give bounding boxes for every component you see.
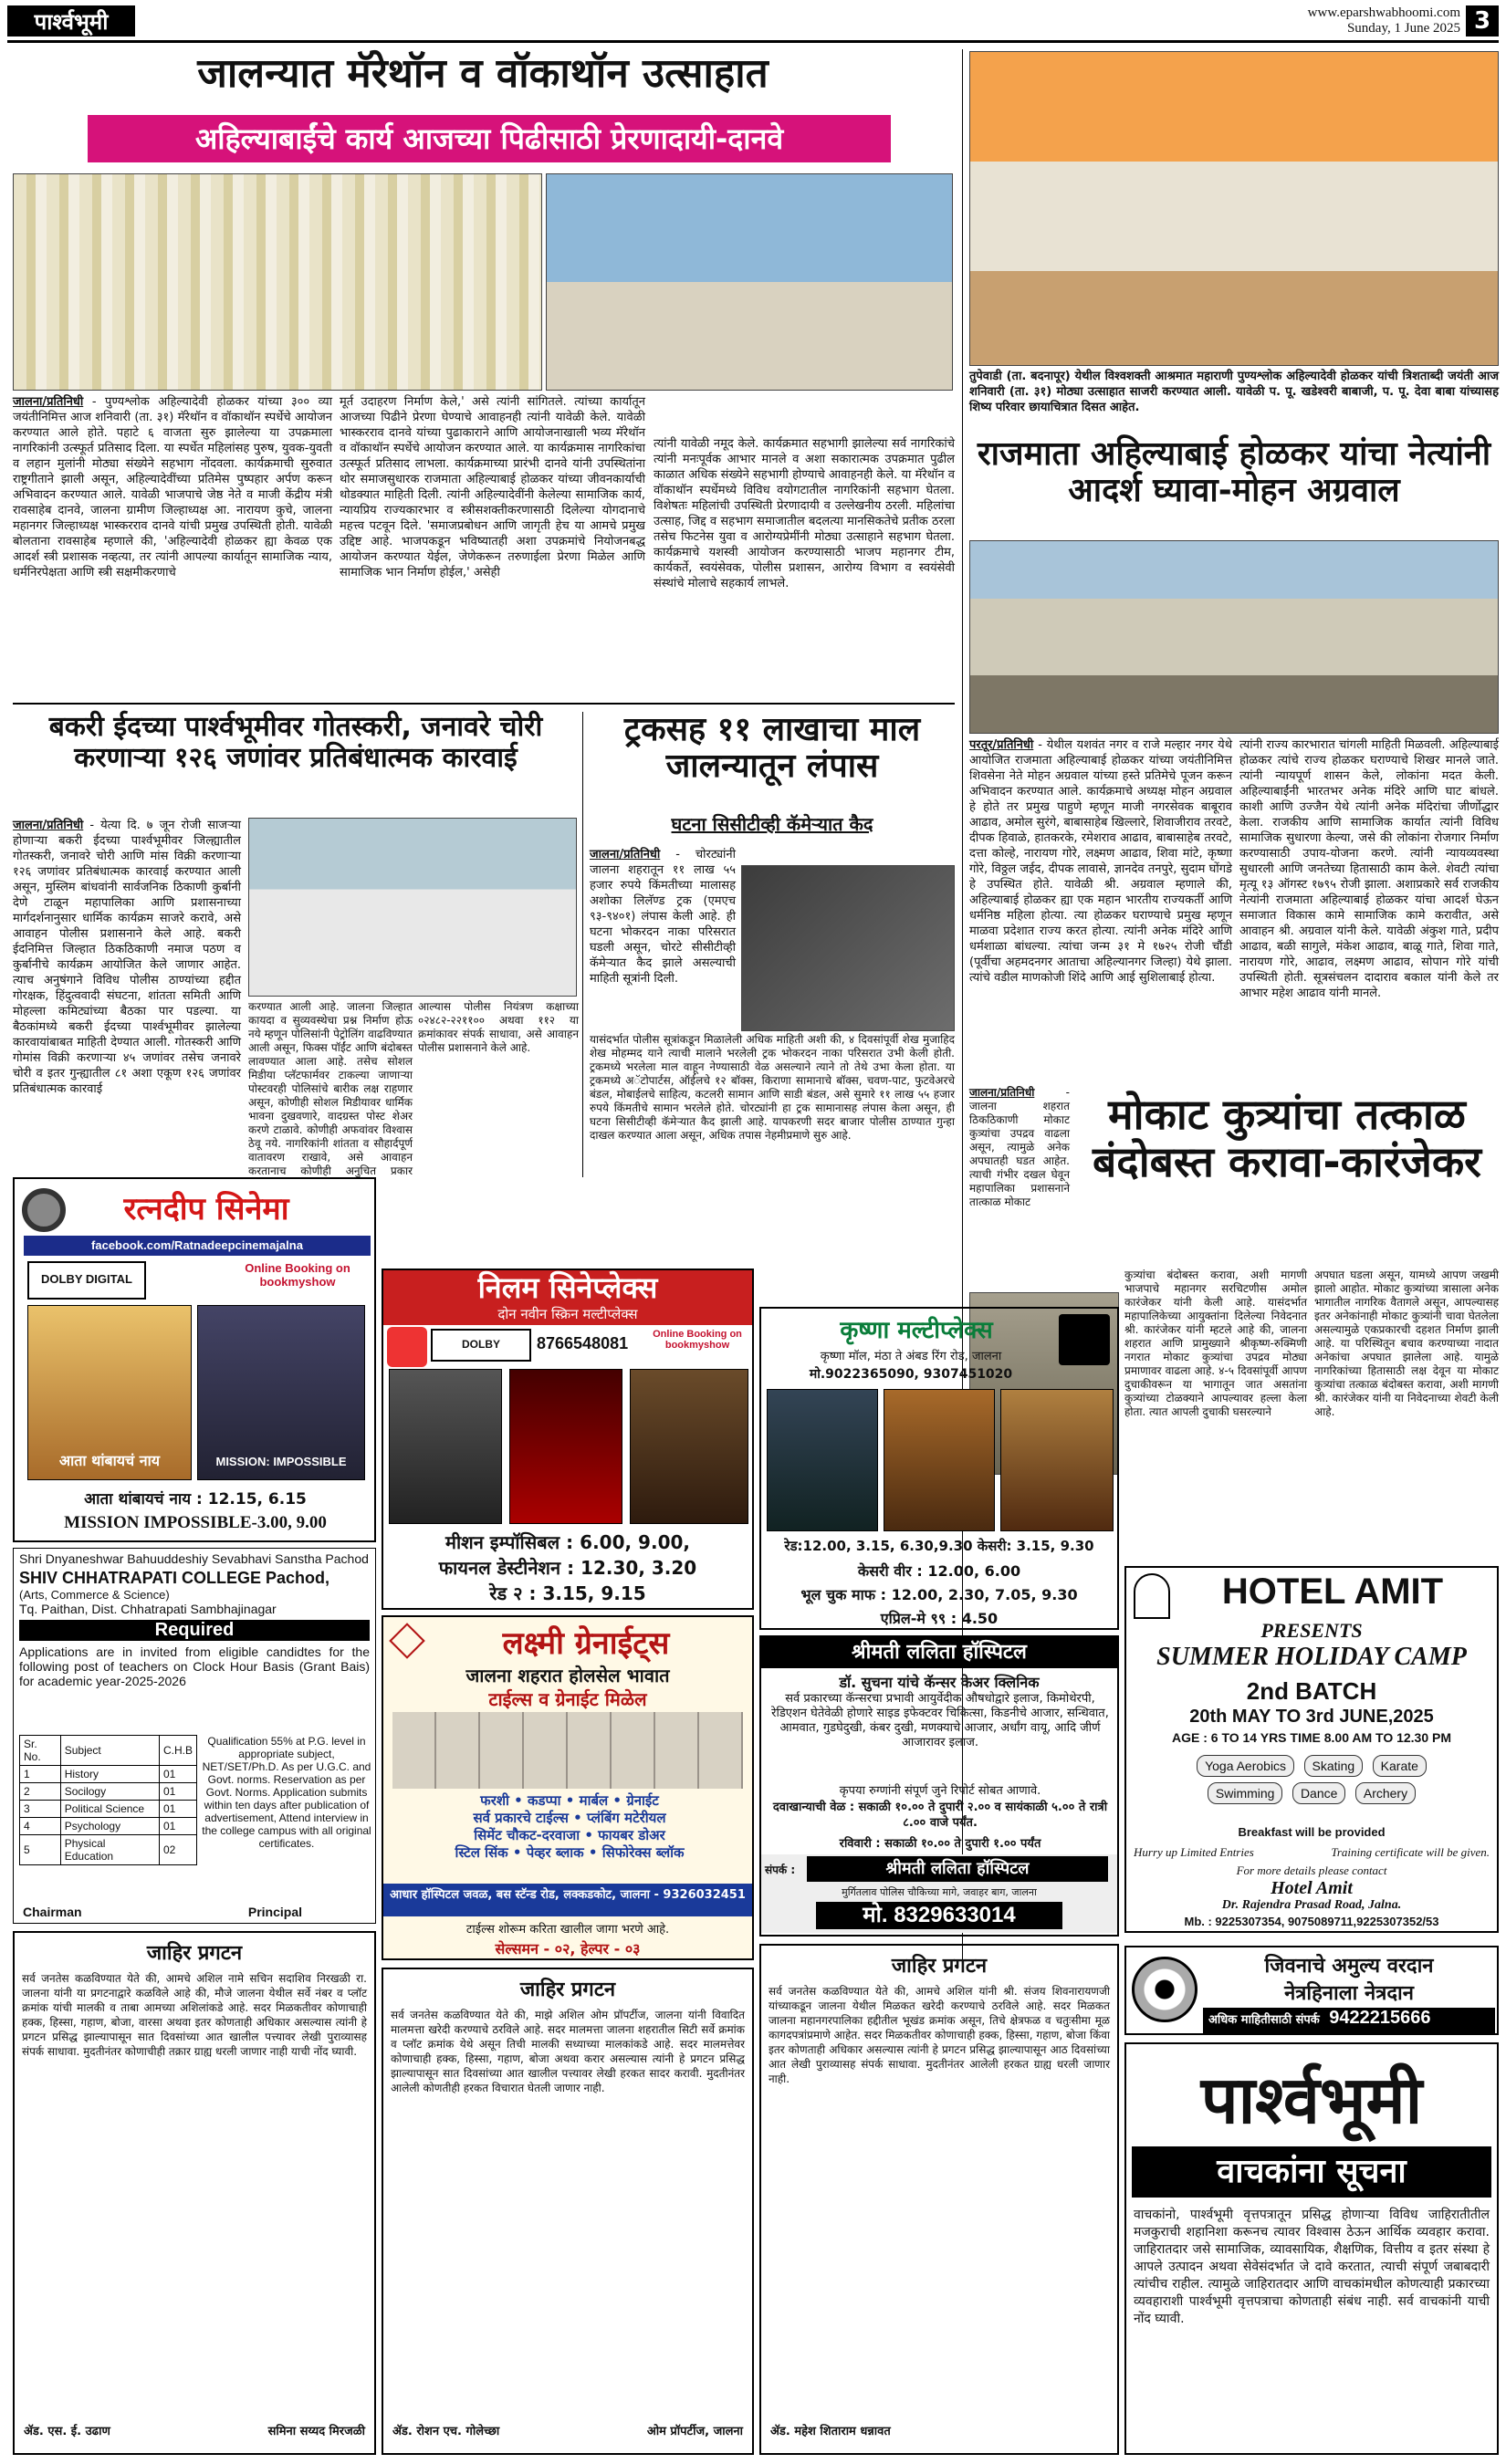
lalita-contact-label: संपर्क : xyxy=(765,1864,796,1876)
ratnadeep-facebook[interactable]: facebook.com/Ratnadeepcinemajalna xyxy=(24,1236,371,1256)
eye-icon xyxy=(1132,1957,1197,2022)
notice-logo: पार्श्वभूमी xyxy=(1200,2062,1423,2138)
page-number: 3 xyxy=(1466,5,1499,37)
notice-signer-left: ॲड. महेश शिताराम धन्नावत xyxy=(770,2425,891,2438)
laxmi-item: प्लंबिंग मटेरीयल xyxy=(586,1810,666,1826)
movie-poster xyxy=(1000,1389,1114,1531)
eye-subtitle: नेत्रहिनाला नेत्रदान xyxy=(1284,1982,1414,2005)
activity-pill: Karate xyxy=(1373,1755,1427,1777)
lalita-timing-1: दवाखान्याची वेळ : सकाळी १०.०० ते दुपारी २.०० व सायंकाळी ५.०० ते रात्री ८.०० वाजे पर्यंत. xyxy=(772,1801,1108,1830)
college-principal: Principal xyxy=(247,1905,302,1919)
lalita-contact-address: मुर्गितलाव पोलिस चौकिच्या मागे, जवाहर बाग, जालना xyxy=(842,1886,1037,1898)
marathon-col-2: मूर्त उदाहरण निर्माण केले,' असे त्यांनी सांगितले. त्यांच्या कार्यातून आजच्या पिढीने प्रेरणा घेण्याचे आवाहनही त्यांनी यावेळी केले. यावेळी भास्करराव दानवे यांच्या पुढाकाराने आणि आयोजनाखाली भव्य मॅरेथॉन व वॉकाथॉन स्पर्धेचे आयोजन करण्यात आले. या कार्यक्रमास नागरिकांचा उत्स्फूर्त प्रतिसाद लाभला. कार्यक्रमाच्या प्रारंभी दानवे यांनी उपस्थितांना थोर समाजसुधारक राजमाता अहिल्याबाई होळकर यांच्या जीवनकार्याची थोडक्यात माहिती दिली. त्यांनी अहिल्यादेवींनी केलेल्या सामाजिक कार्य, न्यायप्रिय राज्यकारभार व स्त्रीसशक्तीकरणासाठी दिलेल्या योगदानाचे महत्त्व पटवून दिले. 'समाजप्रबोधन आणि जागृती हेच या आमचे प्रमुख उद्दिष्ट आहे. भाजपकडून भविष्यातही अशा उपक्रमांचे नियोजनबद्ध आयोजन करण्यात येईल, जेणेकरून तरुणाईला प्रेरणा मिळेल आणि सामाजिक भान निर्माण होईल,' असेही xyxy=(340,395,645,579)
nilam-dolby: DOLBY xyxy=(431,1329,531,1362)
lalita-ad xyxy=(759,1635,1119,1937)
popcorn-icon xyxy=(387,1327,427,1367)
nilam-show-1: मीशन इम्पॉसिबल : 6.00, 9.00, xyxy=(445,1531,690,1553)
notice-signer-right: ओम प्रॉपर्टीज, जालना xyxy=(646,2425,743,2438)
nilam-subtitle: दोन नवीन स्क्रिन मल्टीप्लेक्स xyxy=(497,1306,638,1322)
marathon-photo-stage xyxy=(546,173,953,391)
showtime-2: MISSION IMPOSSIBLE-3.00, 9.00 xyxy=(64,1513,327,1532)
byline: परतूर/प्रतिनिधी xyxy=(969,738,1034,752)
section-rule xyxy=(13,703,955,705)
table-cell: 3 xyxy=(20,1801,61,1818)
bakri-col-2: करण्यात आली आहे. जालना जिल्हात कायदा व सुव्यवस्थेचा प्रश्न निर्माण होऊ नये म्हणून पोलिसांनी पेट्रोलिंग वाढविण्यात आली असून, फिक्स पॉईंट आणि बंदोबस्त लावण्यात आला आहे. तसेच सोशल मिडीया प्लॅटफार्मवर टाकल्या जाणाऱ्या पोस्टवरही पोलिसांचे बारीक लक्ष राहणार असून, कोणीही सोशल मिडीयावर धार्मिक भावना दुखवणारे, वादग्रस्त पोस्ट शेअर करणे टाळावे. कोणीही अफवांवर विश्वास ठेवू नये. नागरिकांनी शांतता व सौहार्दपूर्ण वातावरण राखावे, असे आवाहन करतानाच कोणीही अनुचित प्रकार xyxy=(248,1000,413,1177)
movie-poster xyxy=(884,1389,995,1531)
bakri-photo xyxy=(248,818,577,997)
krushna-phone[interactable]: मो.9022365090, 9307451020 xyxy=(809,1367,1013,1382)
hotel-hurry: Hurry up Limited Entries xyxy=(1134,1845,1254,1859)
laxmi-item: कडप्पा xyxy=(527,1792,561,1809)
truck-col-2: यासंदर्भात पोलीस सूत्रांकडून मिळालेली अधिक माहिती अशी की, ४ दिवसांपूर्वी शेख मुजाहिद शेख मोहम्मद याने त्याची मालाने भरलेली ट्रक भोकरदन नाका परिसरात उभी केली होती. ट्रकमध्ये भरलेला माल वाहून नेण्यासाठी वेळ असल्याने त्याने तो तेथे उभा केला होता. या ट्रकमध्ये अॅटोपार्टस, ऑईलचे १२ बॉक्स, किराणा सामानाचे बॉक्स, चवण-पाट, फुटवेअरचे बंडल, मोबाईलचे साहित्य, कटलरी सामान आणि साडी बंडल, असे सुमारे ११ लाख ५५ हजार रुपये किंमतीचे सामान भरलेले होते. चोरट्यांनी हा ट्रक सामानासह लंपास केला असून, ही घटना सिसीटीव्ही कॅमेऱ्यात कैद झाली आहे. यापकरणी सदर बाजार पोलीस ठाण्यात गुन्हा दाखल करण्यात आला असून, अधिक तपास नेहमीप्रमाणे सुरु आहे. xyxy=(590,1033,955,1142)
activity-pill: Skating xyxy=(1304,1755,1364,1777)
dogs-col-1: कुत्र्यांचा बंदोबस्त करावा, अशी मागणी भाजपाचे महानगर सरचिटणीस अमोल कारंजेकर यांनी केली आहे. यासंदर्भात महापालिकेच्या आयुक्तांना दिलेल्या निवेदनात श्री. कारंजेकर यांनी म्हटले आहे की, जालना शहरात आणि प्रामुख्याने श्रीकृष्ण-रुक्मिणी नगरात मोकाट कुत्र्यांचा उपद्रव मोठ्या प्रमाणावर वाढला आहे. ४-५ दिवसांपूर्वी आपण दुचाकीवरून या भागातून जात असतांना कुत्र्यांच्या टोळक्याने आपल्यावर हल्ला केला होता. त्यात आपली दुचाकी घसरल्याने xyxy=(1124,1269,1307,1418)
byline: जालना/प्रतिनिधी xyxy=(590,848,661,861)
public-notice-3 xyxy=(759,1944,1119,2455)
marathon-headline: जालन्यात मॅरेथॉन व वॉकाथॉन उत्साहात xyxy=(197,50,769,97)
bakri-col-1 xyxy=(13,818,241,1174)
nilam-ad xyxy=(382,1269,754,1610)
byline: जालना/प्रतिनिधी xyxy=(13,819,84,832)
notice-body: वाचकांनो, पार्श्वभूमी वृत्तपत्रातून प्रसिद्ध होणाऱ्या विविध जाहिरातीतील मजकुराची शहानिशा करूनच त्यावर विश्वास ठेऊन आर्थिक व्यवहार करावा. जाहिरातदार जसे सामाजिक, व्यावसायिक, शैक्षणिक, वित्तीय व इतर संस्था हे आपले उत्पादन अथवा सेवेसंदर्भात जे दावे करतात, त्याची संपूर्ण जबाबदारी त्यांचीच राहील. त्यामुळे जाहिरातदार आणि वाचकांमधील कोणत्याही प्रकारच्या व्यवहाराशी पार्श्वभूमी वृत्तपत्राचा कोणताही संबंध नाही. सर्व वाचकांनी याची नोंद घ्यावी. xyxy=(1134,2208,1490,2326)
ashram-photo xyxy=(969,51,1499,366)
notice-body: सर्व जनतेस कळविण्यात येते की, आमचे अशिल नामे सचिन सदाशिव निरखळी रा. जालना यांनी या प्रगटनाद्वारे कळविले आहे की, मौजे जालना येथील सर्वे नंबर व प्लॉट क्रमांक यांची मालकी व ताबा आमच्या अशिलांकडे आहे. सदर मिळकतीवर कोणाचाही हक्क, हिस्सा, गहाण, बोजा, वारसा अथवा इतर कोणताही अधिकार असल्यास त्यांनी हे प्रगटन प्रसिद्ध झाल्यापासून सात दिवसांच्या आत खालील पत्त्यावर लेखी पुराव्यासह संपर्क साधावा. मुदतीनंतर कोणाचीही तक्रार ग्राह्य धरली जाणार नाही याची नोंद घ्यावी. xyxy=(22,1972,367,2058)
laxmi-item: सिफोरेक्स ब्लॉक xyxy=(601,1844,685,1861)
table-row xyxy=(20,1766,197,1783)
table-cell: 01 xyxy=(159,1783,196,1801)
dogs-headline: मोकाट कुत्र्यांचा तत्काळ बंदोबस्त करावा-कारंजेकर xyxy=(1093,1090,1481,1186)
laxmi-item: फायबर डोअर xyxy=(598,1827,665,1843)
movie-poster xyxy=(389,1369,502,1524)
lalita-title: श्रीमती ललिता हॉस्पिटल xyxy=(761,1637,1117,1668)
eye-ad xyxy=(1124,1946,1499,2035)
laxmi-address: आधार हॉस्पिटल जवळ, बस स्टॅन्ड रोड, लक्कडकोट, जालना - 9326032451 xyxy=(383,1884,752,1916)
reader-notice-ad xyxy=(1124,2042,1499,2455)
notice-title: जाहिर प्रगटन xyxy=(519,1979,616,2001)
eye-phone[interactable]: 9422215666 xyxy=(1329,2008,1431,2028)
laxmi-ad xyxy=(382,1615,754,1960)
website[interactable]: www.eparshwabhoomi.com xyxy=(1307,5,1460,20)
laxmi-item: सर्व प्रकारचे टाईल्स xyxy=(473,1810,569,1826)
krushna-logo xyxy=(1059,1314,1110,1365)
table-row xyxy=(20,1801,197,1818)
nilam-phone[interactable]: 8766548081 xyxy=(537,1334,629,1352)
movie-poster-2-title: MISSION: IMPOSSIBLE xyxy=(215,1455,347,1468)
marathon-subhead: अहिल्याबाईंचे कार्य आजच्या पिढीसाठी प्रेरणादायी-दानवे xyxy=(88,115,891,162)
hotel-batch: 2nd BATCH xyxy=(1246,1677,1377,1705)
table-cell: 01 xyxy=(159,1818,196,1835)
laxmi-posts: सेल्समन - ०२, हेल्पर - ०३ xyxy=(495,1940,641,1958)
truck-col-1 xyxy=(590,847,736,1029)
truck-subhead: घटना सिसीटीव्ही कॅमेऱ्यात कैद xyxy=(671,813,873,835)
college-qualification: Qualification 55% at P.G. level in appropriate subject, NET/SET/Ph.D. As per U.G.C. and Govt. norms. Reservation as per Govt. Norms. Application submits within ten days after publication of advertisement, Attend interview in the college campus with all original certificates. xyxy=(202,1735,371,1850)
table-cell: 4 xyxy=(20,1818,61,1835)
laxmi-sub-1: जालना शहरात होलसेल भावात xyxy=(465,1665,670,1686)
hotel-age: AGE : 6 TO 14 YRS TIME 8.00 AM TO 12.30 PM xyxy=(1171,1730,1452,1745)
table-row xyxy=(20,1818,197,1835)
eye-contact-label: अधिक माहितीसाठी संपर्क xyxy=(1208,2013,1320,2027)
column-divider xyxy=(582,712,583,1177)
laxmi-item: सिमेंट चौकट-दरवाजा xyxy=(474,1827,580,1843)
film-reel-icon xyxy=(22,1188,66,1232)
hotel-name: Hotel Amit xyxy=(1271,1878,1353,1898)
masthead-rule xyxy=(7,40,1499,43)
hotel-camp: SUMMER HOLIDAY CAMP xyxy=(1156,1643,1467,1671)
table-cell: Physical Education xyxy=(60,1835,159,1865)
notice-title: जाहिर प्रगटन xyxy=(891,1955,988,1978)
lalita-contact-name: श्रीमती ललिता हॉस्पिटल xyxy=(807,1856,1108,1882)
table-cell: Political Science xyxy=(60,1801,159,1818)
lalita-body: सर्व प्रकारच्या कॅन्सरचा प्रभावी आयुर्वेदीक औषधोद्वारे इलाज, किमोथेरपी, रेडिएशन घेतेवेळी होणारे साइड इफेक्टवर चिकित्सा, किडनीचे आजार, सन्धिवात, आमवात, गुडघेदुखी, कंबर दुखी, मणक्याचे आजार, अर्धांग वायू, आदि जीर्ण आजारावर इलाज. xyxy=(771,1692,1109,1749)
notice-title: वाचकांना सूचना xyxy=(1132,2146,1491,2198)
table-header-cell: C.H.B xyxy=(159,1736,196,1766)
lalita-mobile[interactable]: मो. 8329633014 xyxy=(816,1902,1062,1929)
movie-poster-1-title: आता थांबायचं नाय xyxy=(58,1452,161,1469)
table-cell: 01 xyxy=(159,1801,196,1818)
byline: जालना/प्रतिनिधी xyxy=(13,395,84,409)
dolby-logo: DOLBY DIGITAL xyxy=(27,1261,146,1300)
movie-poster xyxy=(767,1389,878,1531)
hotel-activities xyxy=(1126,1752,1497,1807)
krushna-title: कृष्णा मल्टीप्लेक्स xyxy=(840,1317,993,1344)
krushna-show-2: केसरी वीर : 12.00, 6.00 xyxy=(857,1562,1021,1580)
nilam-header xyxy=(383,1270,752,1325)
eye-contact xyxy=(1203,2008,1495,2033)
krushna-address: कृष्णा मॉल, मंठा ते अंबड रिंग रोड, जालना xyxy=(820,1350,1002,1363)
college-name: SHIV CHHATRAPATI COLLEGE Pachod, xyxy=(19,1569,330,1587)
hotel-dates: 20th MAY TO 3rd JUNE,2025 xyxy=(1189,1707,1434,1727)
table-cell: 2 xyxy=(20,1783,61,1801)
activity-pill: Archery xyxy=(1355,1782,1416,1804)
notice-signer-right: समिना सय्यद मिरजळी xyxy=(267,2425,365,2438)
nilam-bookmyshow[interactable]: Online Booking on bookmyshow xyxy=(653,1329,742,1351)
college-ad xyxy=(13,1548,376,1924)
table-cell: 01 xyxy=(159,1766,196,1783)
hotel-logo-icon xyxy=(1134,1573,1170,1619)
hotel-road: Dr. Rajendra Prasad Road, Jalna. xyxy=(1221,1898,1402,1912)
table-cell: 5 xyxy=(20,1835,61,1865)
movie-poster xyxy=(509,1369,622,1524)
table-header xyxy=(20,1736,197,1766)
notice-signer-left: ॲड. एस. ई. उढाण xyxy=(24,2425,110,2438)
article-text: - येत्या दि. ७ जून रोजी साजऱ्या होणाऱ्या बकरी ईदच्या पार्श्वभूमीवर जिल्ह्यातील गोतस्करी, जनावरे चोरी आणि मांस विक्री करणाऱ्या १२६ जणांवर प्रतिबंधात्मक कारवाई करण्यात आली असून, मुस्लिम बांधवांनी सार्वजनिक ठिकाणी कुर्बानी देणे टाळून महापालिका आणि प्रशासनाच्या मार्गदर्शनानुसार धार्मिक कार्यक्रम साजरे करावे, असे आवाहन पोलीस प्रशासनाने केले आहे. बकरी ईदनिमित्त जिल्हात ठिकठिकाणी नमाज पठण व कुर्बानीचे कार्यक्रम आयोजित केले जाणार आहेत. त्याच अनुषंगाने विविध पोलीस ठाण्यांच्या हद्दीत गोरक्षक, हिंदुत्ववादी संघटना, शांतता समिती आणि मोहल्ला कमिट्यांच्या बैठका पार पडल्या. या बैठकांमध्ये बकरी ईदच्या पार्श्वभूमीवर झालेल्या कारवायांबाबत माहिती देण्यात आली. गोतस्करी आणि गोमांस विक्री करणाऱ्या ४५ जणांवर तसेच जनावरे चोरी व इतर गुन्ह्यातील ८१ अशा एकूण १२६ जणांवर प्रतिबंधात्मक कारवाई xyxy=(13,819,241,1096)
bookmyshow-logo[interactable]: Online Booking on bookmyshow xyxy=(245,1261,350,1289)
movie-poster-2 xyxy=(197,1305,365,1480)
table-cell: Socilogy xyxy=(60,1783,159,1801)
movie-poster-1 xyxy=(27,1305,192,1480)
college-chairman: Chairman xyxy=(23,1905,82,1919)
public-notice-1 xyxy=(13,1931,376,2455)
ratnadeep-title: रत्नदीप सिनेमा xyxy=(123,1191,289,1227)
activity-pill: Dance xyxy=(1292,1782,1345,1804)
krushna-show-1: रेड:12.00, 3.15, 6.30,9.30 केसरी: 3.15, 9.30 xyxy=(784,1538,1094,1554)
laxmi-item: मार्बल xyxy=(579,1792,609,1809)
laxmi-sub-2: टाईल्स व ग्रेनाईट मिळेल xyxy=(488,1688,647,1710)
tiles-photo xyxy=(392,1712,743,1789)
article-text: - जालना शहरात ठिकठिकाणी मोकाट कुत्र्यांचा उपद्रव वाढला असून, त्यामुळे अनेक अपघातही घडत आहेत. त्याची गंभीर दखल घेवून महापालिका प्रशासनाने तात्काळ मोकाट xyxy=(969,1086,1070,1208)
dogs-intro xyxy=(969,1086,1070,1287)
hotel-mobile[interactable]: Mb. : 9225307354, 9075089711,9225307352/53 xyxy=(1184,1915,1439,1928)
college-intro: Applications are in invited from eligible candidtes for the following post of teachers on Clock Hour Basis (Grant Bais) for academic year-2025-2026 xyxy=(19,1644,370,1688)
byline: जालना/प्रतिनिधी xyxy=(969,1086,1035,1099)
notice-title: जाहिर प्रगटन xyxy=(146,1942,243,1965)
hotel-presents: PRESENTS xyxy=(1260,1619,1363,1642)
movie-poster xyxy=(630,1369,748,1524)
laxmi-item: फरशी xyxy=(480,1792,509,1809)
truck-headline: ट्रकसह ११ लाखाचा माल जालन्यातून लंपास xyxy=(623,711,921,786)
lalita-timing-2: रविवारी : सकाळी १०.०० ते दुपारी १.०० पर्यंत xyxy=(839,1837,1041,1851)
issue-date: Sunday, 1 June 2025 xyxy=(1346,21,1460,36)
krushna-show-4: एप्रिल-मे ९९ : 4.50 xyxy=(880,1610,999,1627)
table-cell: History xyxy=(60,1766,159,1783)
table-cell: Psychology xyxy=(60,1818,159,1835)
hotel-details: For more details please contact xyxy=(1236,1864,1387,1877)
krushna-ad xyxy=(759,1307,1119,1630)
college-posts-table xyxy=(19,1735,197,1865)
college-required: Required xyxy=(19,1620,370,1641)
ashram-caption: तुपेवाडी (ता. बदनापूर) येथील विश्वशक्ती आश्रमात महाराणी पुण्यश्लोक अहिल्यादेवी होळकर यांची त्रिशताब्दी जयंती आज शनिवारी (ता. ३१) मोठ्या उत्साहात साजरी करण्यात आली. यावेळी प. पू. खडेश्वरी बाबाजी, प. पू. देवा बाबा यांच्यासह शिष्य परिवार छायाचित्रात दिसत आहेत. xyxy=(969,370,1499,414)
laxmi-items: फरशी • कडप्पा • मार्बल • ग्रेनाईट सर्व प्रकारचे टाईल्स • प्लंबिंग मटेरीयल सिमेंट चौकट-दरवाजा • फायबर डोअर स्टिल सिंक • पेव्हर ब्लाक • सिफोरेक्स ब्लॉक xyxy=(455,1792,685,1861)
marathon-col-3: त्यांनी यावेळी नमूद केले. कार्यक्रमात सहभागी झालेल्या सर्व नागरिकांचे त्यांनी मनःपूर्वक आभार मानले व अशा सकारात्मक उपक्रमात पुढील काळात अधिक संख्येने सहभागी होण्याचे आवाहनही केले. या मॅरेथॉन व वॉकाथॉन स्पर्धेमध्ये विविध वयोगटातील नागरिकांनी सहभाग घेतला. विशेषतः महिलांची उपस्थिती प्रेरणादायी व उल्लेखनीय ठरली. महिलांचा उत्साह, जिद्द व सहभाग समाजातील बदलत्या मानसिकतेचे प्रतीक ठरला तसेच फिटनेस युवा व आरोग्यप्रेमींनी मोठ्या उत्साहाने सहभाग घेतला. कार्यक्रमाचे यशस्वी आयोजन करण्यासाठी भाजप महानगर टीम, कार्यकर्ते, स्वयंसेवक, पोलीस प्रशासन, आरोग्य विभाग व स्वयंसेवी संस्थांचे मोलाचे सहकार्य लाभले. xyxy=(654,437,955,590)
table-header-cell: Sr. No. xyxy=(20,1736,61,1766)
laxmi-item: स्टिल सिंक xyxy=(455,1844,508,1861)
hotel-breakfast: Breakfast will be provided xyxy=(1238,1825,1386,1839)
rajmata-headline: राजमाता अहिल्याबाई होळकर यांचा नेत्यांनी आदर्श घ्यावा-मोहन अग्रवाल xyxy=(977,435,1491,510)
lalita-contact xyxy=(761,1854,1117,1933)
marathon-photo-crowd xyxy=(13,173,542,391)
nilam-show-2: फायनल डेस्टीनेशन : 12.30, 3.20 xyxy=(438,1557,697,1579)
activity-pill: Swimming xyxy=(1208,1782,1283,1804)
article-text: - चोरट्यांनी जालना शहरातून ११ लाख ५५ हजार रुपये किंमतीच्या मालासह अशोका लिलॅण्ड ट्रक (एमएच ९३-९४०१) लंपास केली आहे. ही घटना भोकरदन नाका परिसरात घडली असून, चोरटे सीसीटीव्ही कॅमेऱ्यात कैद झाले असल्याची माहिती सूत्रांनी दिली. xyxy=(590,848,736,986)
notice-body: सर्व जनतेस कळविण्यात येते की, आमचे अशिल यांनी श्री. संजय शिवनारायणजी यांच्याकडून जालना येथील मिळकत खरेदी करण्याचे ठरविले आहे. सदर मिळकत जालना महानगरपालिका हद्दीतील भूखंड क्रमांक असून, तिचे क्षेत्रफळ व चतुःसीमा मूळ कागदपत्रांप्रमाणे आहेत. सदर मिळकतीवर कोणाचाही हक्क, हिस्सा, गहाण, बोजा किंवा इतर कोणताही अधिकार असल्यास त्यांनी हे प्रगटन प्रसिद्ध झाल्यापासून आठ दिवसांच्या आत लेखी पुराव्यासह संपर्क साधावा. मुदतीनंतर आलेली हरकत ग्राह्य धरली जाणार नाही. xyxy=(769,1985,1110,2085)
showtime-1: आता थांबायचं नाय : 12.15, 6.15 xyxy=(84,1490,307,1509)
truck-cctv-photo xyxy=(741,865,955,1031)
article-text: - पुण्यश्लोक अहिल्यादेवी होळकर यांच्या ३०० व्या जयंतीनिमित्त आज शनिवारी (ता. ३१) मॅरेथॉन व वॉकाथॉन स्पर्धेचे आयोजन करण्यात आले होते. पहाटे ६ वाजता सुरु झालेल्या या उपक्रमाला नागरिकांनी उत्स्फूर्त प्रतिसाद दिला. या स्पर्धेत महिलांसह पुरुष, युवक-युवती व लहान मुलांनी मोठ्या संख्येने सहभाग नोंदवला. कार्यक्रमाची सुरुवात राष्ट्रगीताने झाली असून, अहिल्यादेवींच्या प्रतिमेस पुष्पहार अर्पण करून अभिवादन करण्यात आले. यावेळी भाजपाचे जेष्ठ नेते व माजी केंद्रीय मंत्री रावसाहेब दानवे, जालना ग्रामीण जिल्हाध्यक्ष आ. नारायण कुचे, जालना महानगर जिल्हाध्यक्ष भास्करराव दानवे यांची प्रमुख उपस्थिती होती. यावेळी बोलताना रावसाहेब म्हणाले की, 'अहिल्यादेवी होळकर ह्या केवळ एक आदर्श स्त्री प्रशासक नव्हत्या, तर त्यांनी आपल्या कार्यातून सामाजिक न्याय, धर्मनिरपेक्षता आणि स्त्री सक्षमीकरणाचे xyxy=(13,395,332,579)
nilam-title: निलम सिनेप्लेक्स xyxy=(477,1270,658,1305)
notice-signer-left: ॲड. रोशन एच. गोलेच्छा xyxy=(392,2425,500,2438)
table-header-cell: Subject xyxy=(60,1736,159,1766)
ratnadeep-ad xyxy=(13,1177,376,1542)
dogs-col-2: अपघात घडला असून, यामध्ये आपण जखमी झालो आहोत. मोकाट कुत्र्यांच्या त्रासाला अनेक भागातील नागरिक वैतागले असून, आपल्यासह इतर अनेकांनाही मोकाट कुत्र्यांनी चावा घेतलेला असल्यामुळे एकप्रकारची दहशत निर्माण झाली आहे. या परिस्थितून बचाव करण्याच्या नादात अनेकांचा अपघात झालेला आहे. यामुळे नागरिकांच्या हितासाठी लक्ष देवून या मोकाट कुत्र्यांचा तत्काळ बंदोबस्त करावा, अशी मागणी श्री. कारंजेकर यांनी या निवेदनाच्या शेवटी केली आहे. xyxy=(1314,1269,1499,1418)
marathon-col-1 xyxy=(13,394,332,695)
eye-title: जिवनाचे अमुल्य वरदान xyxy=(1264,1955,1434,1978)
activity-pill: Yoga Aerobics xyxy=(1197,1755,1294,1777)
table-cell: 1 xyxy=(20,1766,61,1783)
bakri-headline: बकरी ईदच्या पार्श्वभूमीवर गोतस्करी, जनावरे चोरी करणाऱ्या १२६ जणांवर प्रतिबंधात्मक कारवाई xyxy=(48,711,543,774)
laxmi-item: ग्रेनाईट xyxy=(626,1792,659,1809)
hotel-title: HOTEL AMIT xyxy=(1221,1571,1444,1612)
college-stream: (Arts, Commerce & Science) xyxy=(19,1588,170,1602)
college-society: Shri Dnyaneshwar Bahuuddeshiy Sevabhavi Sanstha Pachod xyxy=(19,1551,369,1566)
lalita-reports: कृपया रुग्णांनी संपूर्ण जुने रिपोर्ट सोबत आणावे. xyxy=(839,1784,1041,1798)
hotel-ad xyxy=(1124,1566,1499,1933)
laxmi-branch: टाईल्स शोरूम करिता खालील जागा भरणे आहे. xyxy=(465,1923,670,1937)
masthead-logo: पार्श्वभूमी xyxy=(7,5,135,37)
krushna-show-3: भूल चुक माफ : 12.00, 2.30, 7.05, 9.30 xyxy=(800,1586,1078,1603)
hotel-certificate: Training certificate will be given. xyxy=(1331,1845,1490,1859)
table-row xyxy=(20,1783,197,1801)
nilam-show-3: रेड २ : 3.15, 9.15 xyxy=(489,1582,646,1604)
notice-body: सर्व जनतेस कळविण्यात येते की, माझे अशिल ओम प्रॉपर्टीज, जालना यांनी विवादित मालमत्ता खरेदी करण्याचे ठरविले आहे. सदर मालमत्ता जालना शहरातील सिटी सर्वे क्रमांक व प्लॉट क्रमांक येथे असून तिची मालकी सध्याच्या मालकांकडे आहे. सदर मालमत्तेवर कोणाचाही हक्क, हिस्सा, गहाण, बोजा अथवा करार असल्यास त्यांनी हे प्रगटन प्रसिद्ध झाल्यापासून सात दिवसांच्या आत खालील पत्त्यावर लेखी हरकत सादर करावी. मुदतीनंतर आलेली कोणतीही हरकत विचारात घेतली जाणार नाही. xyxy=(391,2009,745,2094)
masthead-info xyxy=(1095,5,1460,37)
laxmi-title: लक्ष्मी ग्रेनाईट्स xyxy=(502,1625,670,1662)
laxmi-item: पेव्हर ब्लाक xyxy=(526,1844,584,1861)
lalita-doctor: डॉ. सुचना यांचे कॅन्सर केअर क्लिनिक xyxy=(839,1674,1040,1691)
table-cell: 02 xyxy=(159,1835,196,1865)
rajmata-photo xyxy=(969,540,1499,734)
rajmata-col-2: त्यांनी राज्य कारभारात चांगली माहिती मिळवली. अहिल्याबाई होळकर त्यांचे राज्य होळकर घराण्याचे शिखर मानले जाते. त्यांनी न्यायपूर्ण शासन केले, लोकांना मदत केली. अहिल्याबाईंनी भारतभर अनेक मंदिरे आणि घाट बांधले. काशी आणि उज्जैन येथे त्यांनी अनेक मंदिरांचा जीर्णोद्धार केला. राजकीय आणि सामाजिक कार्यात त्यांनी विविध सामाजिक सुधारणा केल्या, जसे की लोकांना रोजगार निर्माण करण्यासाठी उपाय-योजना करणे. त्यांनी न्यायव्यवस्था सुधारली आणि जनतेच्या हितासाठी काम केले. शेवटी त्यांचा मृत्यू १३ ऑगस्ट १७९५ रोजी झाला. अशाप्रकारे सर्व राजकीय नेत्यांनी राजमाता अहिल्याबाई होळकर यांचा आदर्श घेऊन समाजात विकास कामे सामाजिक कामे करावीत, असे आवाहन श्री. अग्रवाल यांनी केले. यावेळी अंकुश गाते, प्रदीप आढाव, बळी सागुले, मंकेश आढाव, बाळू गाते, शिवा गाते, नारायण गोरे, आढाव, लक्ष्मण आढाव, सोपान गोरे यांची उपस्थिती होती. सूत्रसंचलन दादाराव बकाल यांनी केले तर आभार महेश आढाव यांनी मानले. xyxy=(1239,738,1499,1000)
college-address: Tq. Paithan, Dist. Chhatrapati Sambhajinagar xyxy=(19,1602,277,1616)
bakri-col-3: आल्यास पोलीस नियंत्रण कक्षाच्या ०२४८२-२२११०० अथवा ११२ या क्रमांकावर संपर्क साधावा, असे आवाहन पोलीस प्रशासनाने केले आहे. xyxy=(418,1000,579,1054)
table-row xyxy=(20,1835,197,1865)
public-notice-2 xyxy=(382,1968,754,2455)
article-text: - येथील यशवंत नगर व राजे मल्हार नगर येथे आयोजित राजमाता अहिल्याबाई होळकर यांच्या जयंतीनिमित्त शिवसेना नेते मोहन अग्रवाल यांच्या हस्ते प्रतिमेचे पूजन करून अभिवादन करण्यात आले. कार्यक्रमाचे अध्यक्ष मोहन अग्रवाल हे होते तर प्रमुख पाहुणे म्हणून माजी नगरसेवक बाबूराव आढाव, अमोल सुरंगे, बाबासाहेब खिल्लारे, शिवाजीराव तरवटे, दीपक हिवाळे, हातकरके, रमेशराव आढाव, बाबासाहेब तरवटे, दत्ता कोल्हे, नारायण गोरे, लक्ष्मण आढाव, शिवा मांटे, कृष्णा गोरे, विठ्ठल जईद, दीपक लावासे, ज्ञानदेव तनपुरे, सुदाम घोंगडे हे उपस्थित होते. यावेळी श्री. अग्रवाल म्हणाले की, अहिल्याबाई होळकर ह्या एक महान भारतीय राज्यकर्ती आणि धर्मनिष्ठ महिला होत्या. त्या होळकर घराण्याचे प्रमुख म्हणून माळवा प्रदेशात राज्य करत होत्या. त्यांनी अनेक मंदिरे आणि धर्मशाळा बांधल्या. त्यांचा जन्म ३१ मे १७२५ रोजी चौंडी (पूर्वीचा अहमदनगर आताचा अहिल्यानगर जिल्हा) येथे झाला. त्यांचे वडील माणकोजी शिंदे आणि आई सुशिलाबाई होत्या. xyxy=(969,738,1232,985)
